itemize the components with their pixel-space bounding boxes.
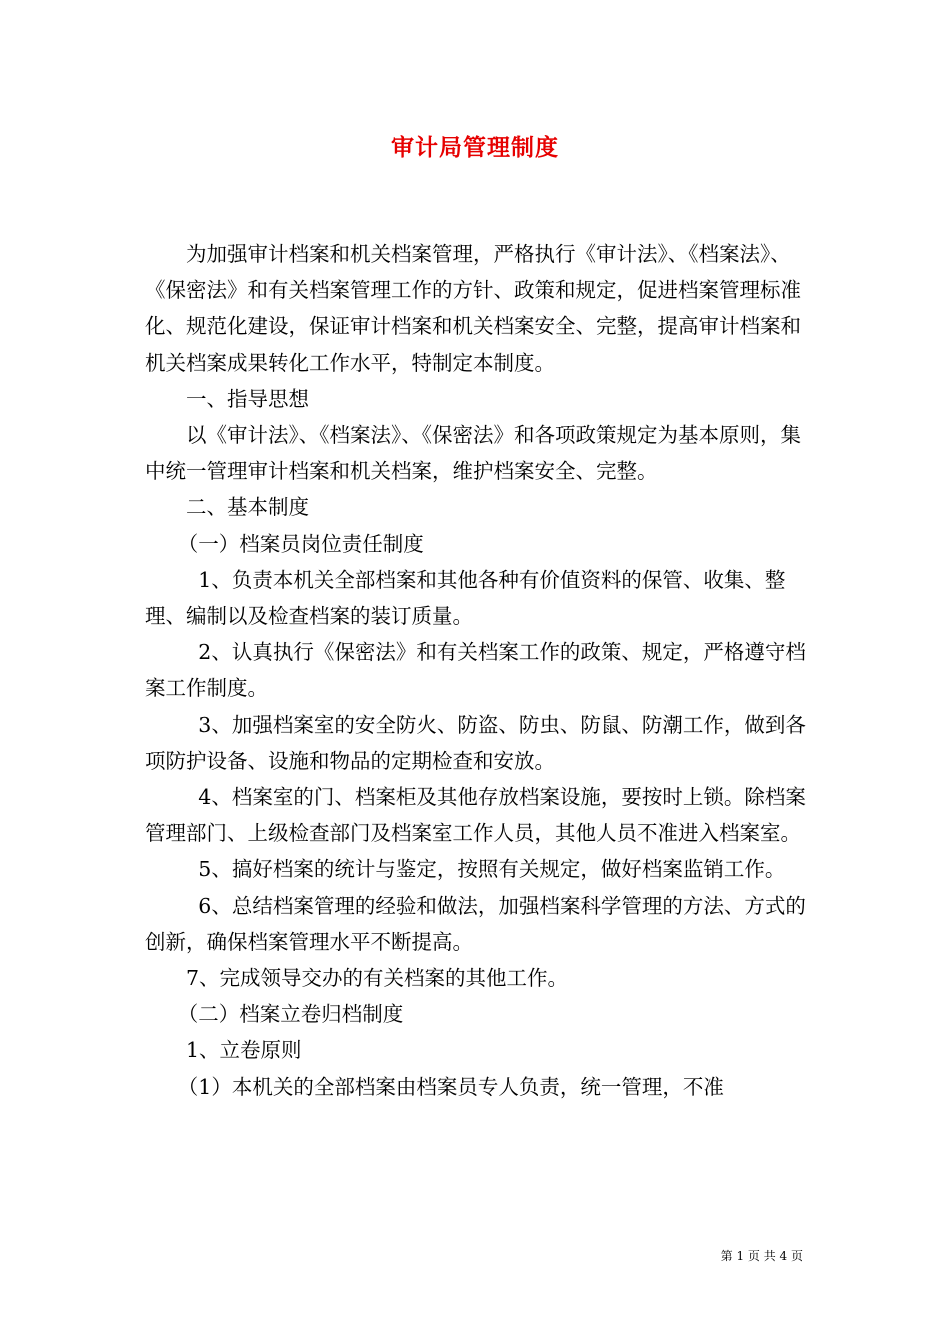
document-body <box>145 236 820 1105</box>
list-item: 1、立卷原则 <box>186 1038 302 1063</box>
section-heading: 二、基本制度 <box>186 495 309 520</box>
page-number: 第 1 页 共 4 页 <box>720 1249 803 1263</box>
document-title: 审计局管理制度 <box>391 134 559 161</box>
section-heading: 一、指导思想 <box>186 386 309 411</box>
list-item: 2、认真执行《保密法》和有关档案工作的政策、规定，严格遵守档案工作制度。 <box>145 640 806 701</box>
subsection-heading: （二）档案立卷归档制度 <box>177 1002 404 1027</box>
intro-paragraph: 为加强审计档案和机关档案管理，严格执行《审计法》、《档案法》、《保密法》和有关档案管理工作的方针、政策和规定，促进档案管理标准化、规范化建设，保证审计档案和机关档案安全、完整，提高审计档案和机关档案成果转化工作水平，特制定本制度。 <box>145 242 801 375</box>
list-item: 5、搞好档案的统计与鉴定，按照有关规定，做好档案监销工作。 <box>198 857 786 882</box>
list-item: （1）本机关的全部档案由档案员专人负责，统一管理，不准 <box>177 1074 724 1099</box>
subsection-heading: （一）档案员岗位责任制度 <box>177 531 424 556</box>
list-item: 6、总结档案管理的经验和做法，加强档案科学管理的方法、方式的创新，确保档案管理水平不断提高。 <box>145 893 806 954</box>
list-item: 4、档案室的门、档案柜及其他存放档案设施，要按时上锁。除档案管理部门、上级检查部门及档案室工作人员，其他人员不准进入档案室。 <box>145 785 806 846</box>
body-paragraph: 以《审计法》、《档案法》、《保密法》和各项政策规定为基本原则，集中统一管理审计档案和机关档案，维护档案安全、完整。 <box>145 423 801 484</box>
list-item: 7、完成领导交办的有关档案的其他工作。 <box>186 966 569 991</box>
list-item: 3、加强档案室的安全防火、防盗、防虫、防鼠、防潮工作，做到各项防护设备、设施和物品的定期检查和安放。 <box>145 712 806 773</box>
list-item: 1、负责本机关全部档案和其他各种有价值资料的保管、收集、整理、编制以及检查档案的装订质量。 <box>145 567 786 629</box>
